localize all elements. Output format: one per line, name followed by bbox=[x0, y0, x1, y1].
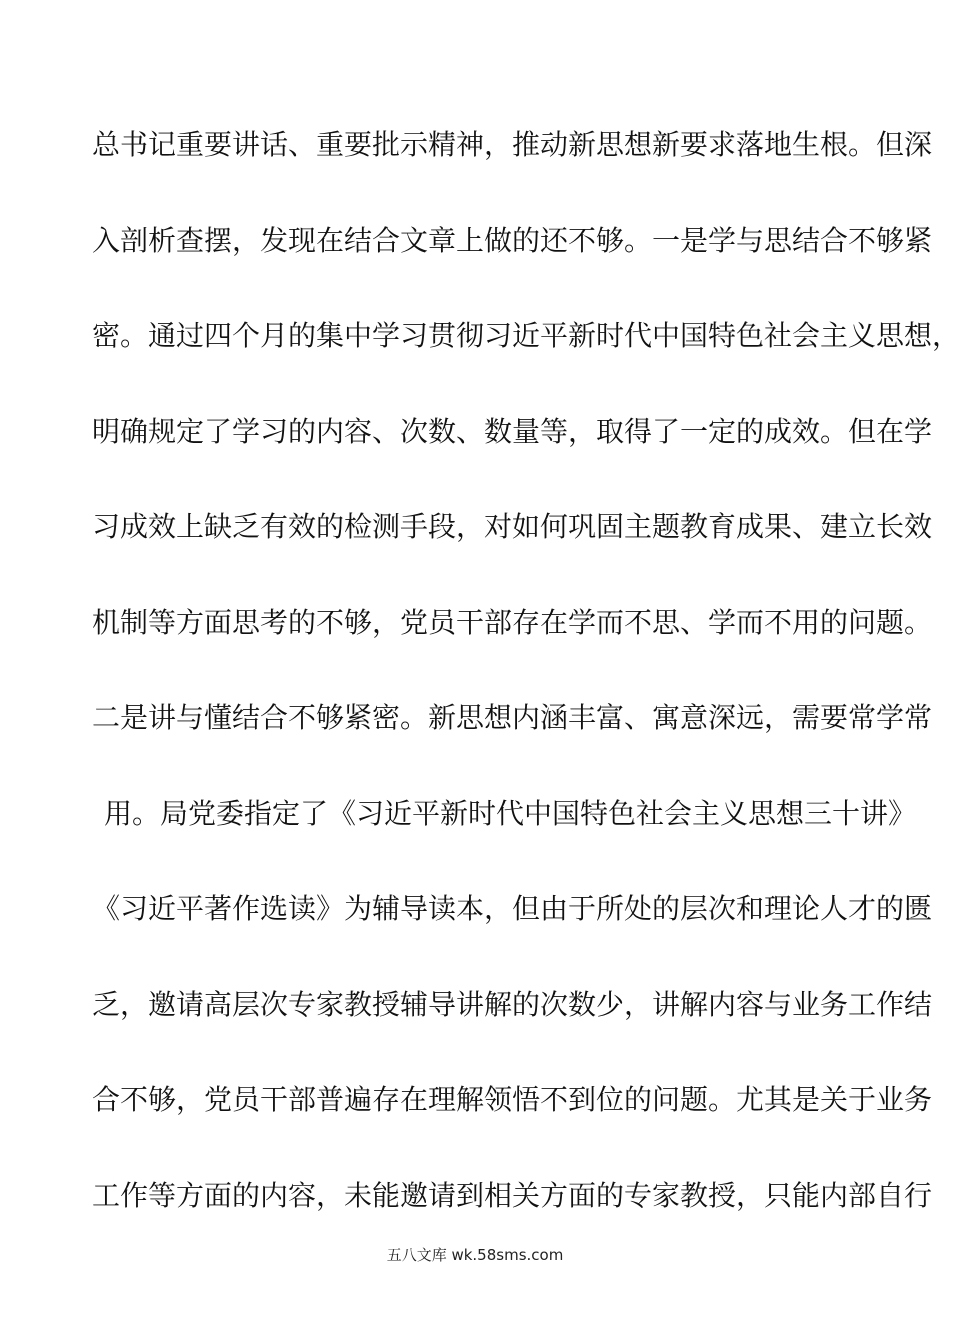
text-line: 合不够，党员干部普遍存在理解领悟不到位的问题。尤其是关于业务 bbox=[92, 1083, 933, 1116]
text-line: 总书记重要讲话、重要批示精神，推动新思想新要求落地生根。但深 bbox=[92, 128, 933, 161]
text-line: 入剖析查摆，发现在结合文章上做的还不够。一是学与思结合不够紧 bbox=[92, 224, 933, 257]
text-line: 密。通过四个月的集中学习贯彻习近平新时代中国特色社会主义思想， bbox=[92, 319, 960, 352]
page-footer: 五八文库 wk.58sms.com bbox=[386, 1246, 564, 1264]
text-line: 工作等方面的内容，未能邀请到相关方面的专家教授，只能内部自行 bbox=[92, 1179, 933, 1212]
text-line: 明确规定了学习的内容、次数、数量等，取得了一定的成效。但在学 bbox=[92, 415, 933, 448]
text-line: 机制等方面思考的不够，党员干部存在学而不思、学而不用的问题。 bbox=[92, 606, 933, 639]
text-line: 习成效上缺乏有效的检测手段，对如何巩固主题教育成果、建立长效 bbox=[92, 510, 933, 543]
text-line: 二是讲与懂结合不够紧密。新思想内涵丰富、寓意深远，需要常学常 bbox=[92, 701, 933, 734]
text-line: 《习近平著作选读》为辅导读本，但由于所处的层次和理论人才的匮 bbox=[92, 892, 933, 925]
text-line: 用。局党委指定了《习近平新时代中国特色社会主义思想三十讲》 bbox=[104, 797, 917, 830]
text-line: 乏，邀请高层次专家教授辅导讲解的次数少，讲解内容与业务工作结 bbox=[92, 988, 933, 1021]
